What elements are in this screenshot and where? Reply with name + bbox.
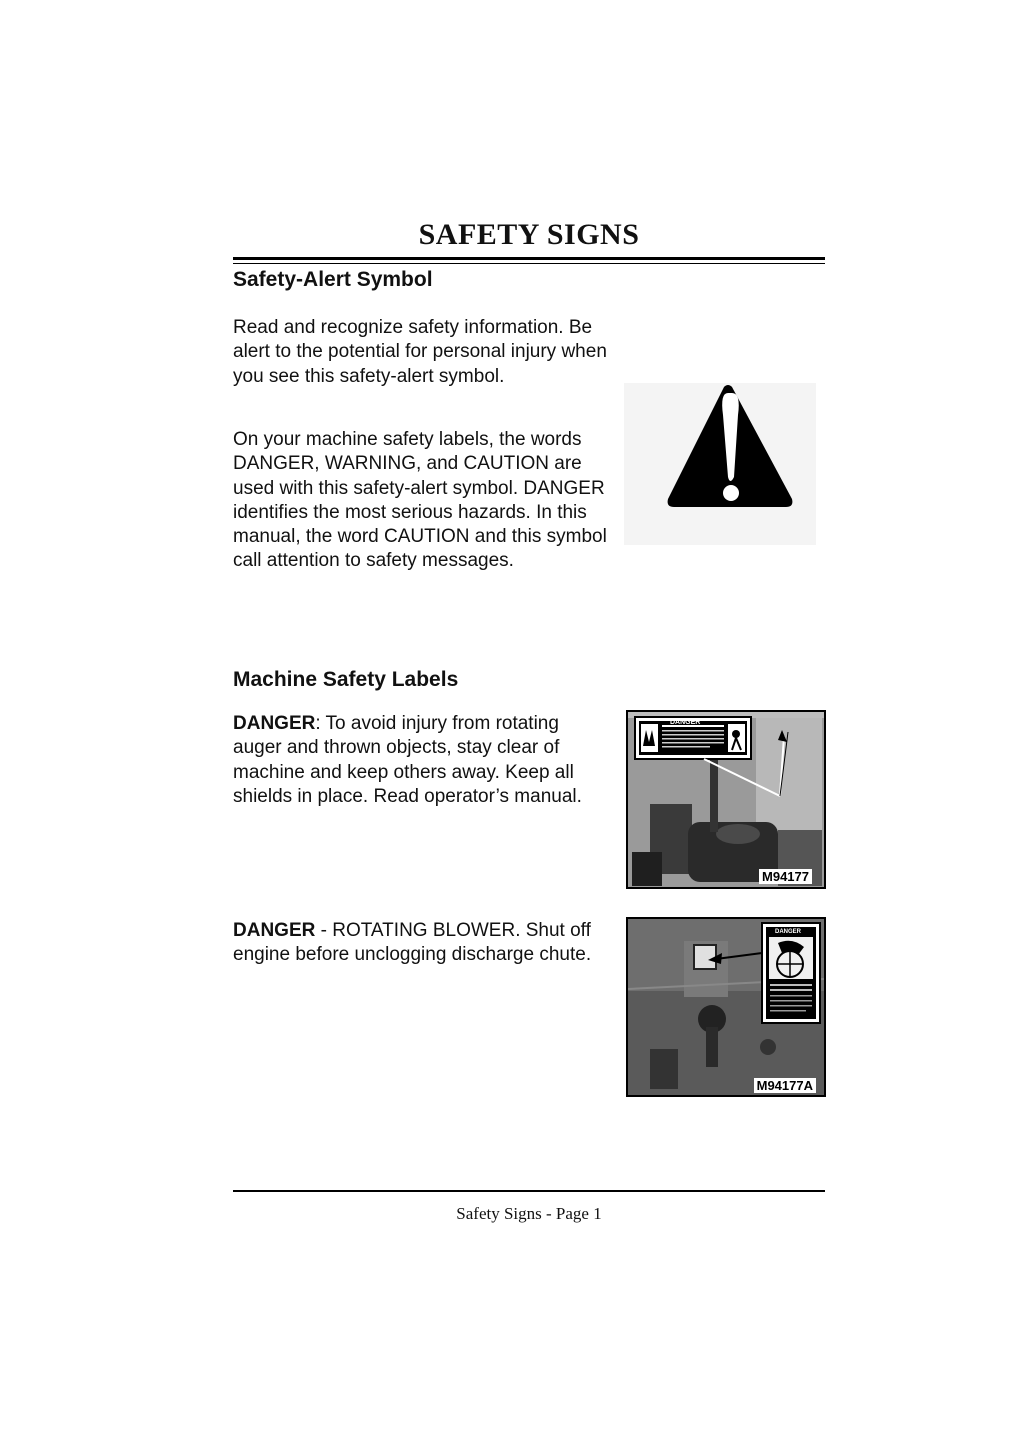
label2-description xyxy=(233,919,608,968)
page-title: SAFETY SIGNS xyxy=(418,218,640,251)
auger-photo xyxy=(628,712,824,887)
safety-alert-symbol-figure xyxy=(624,383,816,545)
figure-auger-label xyxy=(626,710,826,889)
page-footer: Safety Signs - Page 1 xyxy=(456,1204,602,1223)
figure-id-m94177a: M94177A xyxy=(754,1078,816,1093)
section-heading-machine-labels: Machine Safety Labels xyxy=(233,668,459,691)
section-heading-safety-alert: Safety-Alert Symbol xyxy=(233,268,433,291)
title-rule-thin xyxy=(233,263,825,264)
alert-paragraph-1: Read and recognize safety information. Be alert to the potential for personal injury when you see this safety-alert symbol. xyxy=(233,317,607,387)
label1-decal-header: DANGER xyxy=(670,719,701,726)
label2-keyword: DANGER xyxy=(233,920,316,941)
alert-paragraph-2: On your machine safety labels, the words DANGER, WARNING, and CAUTION are used with this safety-alert symbol. DANGER identifies the most serious hazards. In this manual, the word CAUTION and this symbol call attention to safety messages. xyxy=(233,429,607,572)
blower-photo xyxy=(628,919,824,1095)
label2-decal-header: DANGER xyxy=(775,929,802,935)
label1-text: : To avoid injury from rotating auger and thrown objects, stay clear of machine and keep others away. Keep all shields in place. Read operator’s manual. xyxy=(233,713,582,807)
figure-blower-label xyxy=(626,917,826,1097)
footer-rule xyxy=(233,1190,825,1192)
label1-description xyxy=(233,712,608,809)
label2-text: - ROTATING BLOWER. Shut off engine before unclogging discharge chute. xyxy=(233,920,592,966)
title-rule-thick xyxy=(233,257,825,260)
warning-triangle-exclamation-icon xyxy=(624,383,816,545)
label1-keyword: DANGER xyxy=(233,713,316,734)
figure-id-m94177: M94177 xyxy=(759,869,812,884)
